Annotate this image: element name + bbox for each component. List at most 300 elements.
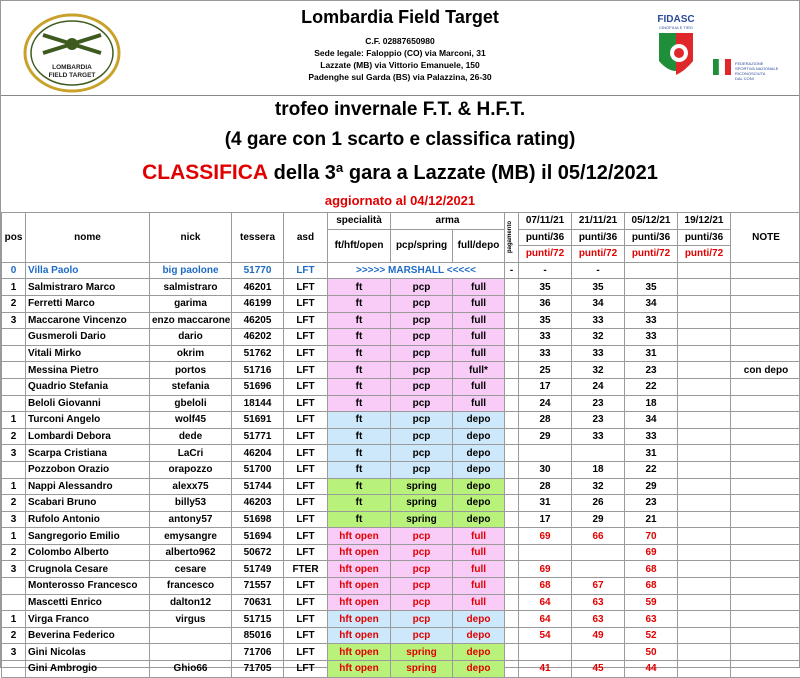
g3-cell (625, 262, 678, 279)
col-pos: pos (2, 213, 26, 263)
arma-cell: pcp (391, 578, 453, 595)
nome-cell: Rufolo Antonio (26, 511, 150, 528)
punti72-3: punti/72 (625, 246, 678, 263)
note-cell (731, 279, 800, 296)
pos-cell: 1 (2, 528, 26, 545)
gara3-cell: 31 (625, 345, 678, 362)
gara1-cell: 64 (519, 611, 572, 628)
pos-cell (2, 461, 26, 478)
gara3-cell: 29 (625, 478, 678, 495)
table-row (2, 528, 800, 545)
col-spec-sub: ft/hft/open (328, 229, 391, 262)
pagamento-cell (505, 395, 519, 412)
pag-cell: - (505, 262, 519, 279)
categoria-cell: depo (453, 461, 505, 478)
col-note: NOTE (731, 213, 800, 263)
pos-cell (2, 378, 26, 395)
gara3-cell: 23 (625, 495, 678, 512)
pos-cell: 2 (2, 544, 26, 561)
asd-cell: LFT (284, 528, 328, 545)
punti72-1: punti/72 (519, 246, 572, 263)
asd-cell: LFT (284, 445, 328, 462)
title-trofeo: trofeo invernale F.T. & H.F.T. (1, 99, 799, 121)
gara1-cell: 64 (519, 594, 572, 611)
note-cell (731, 644, 800, 661)
categoria-cell: full (453, 594, 505, 611)
nome-cell: Monterosso Francesco (26, 578, 150, 595)
pos-cell: 2 (2, 627, 26, 644)
gara2-cell: 32 (572, 362, 625, 379)
gara2-cell: 26 (572, 495, 625, 512)
asd-cell: LFT (284, 378, 328, 395)
table-row (2, 295, 800, 312)
categoria-cell: full (453, 378, 505, 395)
specialita-cell: hft open (328, 611, 391, 628)
arma-cell: pcp (391, 594, 453, 611)
punti36-2: punti/36 (572, 229, 625, 246)
gara1-cell: 30 (519, 461, 572, 478)
punti72-2: punti/72 (572, 246, 625, 263)
ranking-table (1, 212, 800, 678)
italia-coni-logo (713, 57, 799, 87)
gara4-cell (678, 312, 731, 329)
svg-text:CINOFILIA E TIRO: CINOFILIA E TIRO (659, 25, 693, 30)
pagamento-cell (505, 528, 519, 545)
classifica-label: CLASSIFICA (142, 161, 268, 184)
col-asd: asd (284, 213, 328, 263)
tessera-cell: 51744 (232, 478, 284, 495)
pos-cell (2, 594, 26, 611)
tessera-cell: 51749 (232, 561, 284, 578)
gara1-cell (519, 445, 572, 462)
tessera-cell: 51716 (232, 362, 284, 379)
note-cell (731, 461, 800, 478)
pagamento-cell (505, 428, 519, 445)
categoria-cell: depo (453, 644, 505, 661)
specialita-cell: ft (328, 279, 391, 296)
table-row (2, 428, 800, 445)
gara4-cell (678, 578, 731, 595)
gara3-cell: 34 (625, 412, 678, 429)
nick-cell: alberto962 (150, 544, 232, 561)
asd-cell: LFT (284, 495, 328, 512)
nick-cell: gbeloli (150, 395, 232, 412)
specialita-cell: ft (328, 395, 391, 412)
pagamento-cell (505, 312, 519, 329)
pos-cell: 1 (2, 279, 26, 296)
specialita-cell: hft open (328, 544, 391, 561)
table-row (2, 329, 800, 346)
table-row (2, 611, 800, 628)
gara1-cell: 17 (519, 378, 572, 395)
nome-cell: Beloli Giovanni (26, 395, 150, 412)
gara3-cell: 33 (625, 312, 678, 329)
nick-cell: dario (150, 329, 232, 346)
nick-cell: portos (150, 362, 232, 379)
table-row (2, 627, 800, 644)
title-gare: (4 gare con 1 scarto e classifica rating) (1, 129, 799, 151)
gara1-cell: 24 (519, 395, 572, 412)
pos-cell: 3 (2, 644, 26, 661)
gara3-cell: 63 (625, 611, 678, 628)
arma-cell: pcp (391, 544, 453, 561)
nome-cell: Scabari Bruno (26, 495, 150, 512)
note-cell (731, 611, 800, 628)
nick-cell: okrim (150, 345, 232, 362)
table-row (2, 279, 800, 296)
note-cell (731, 378, 800, 395)
specialita-cell: ft (328, 345, 391, 362)
arma-cell: pcp (391, 345, 453, 362)
col-nick: nick (150, 213, 232, 263)
table-row (2, 561, 800, 578)
org-cf: C.F. 02887650980 (1, 35, 799, 47)
gara1-cell: 28 (519, 412, 572, 429)
arma-cell: pcp (391, 528, 453, 545)
nome-cell: Sangregorio Emilio (26, 528, 150, 545)
col-arma-sub1: pcp/spring (391, 229, 453, 262)
gara2-cell: 67 (572, 578, 625, 595)
nick-cell: big paolone (150, 262, 232, 279)
table-row (2, 544, 800, 561)
specialita-cell: hft open (328, 661, 391, 678)
note-cell (731, 544, 800, 561)
pagamento-cell (505, 544, 519, 561)
gara1-cell: 33 (519, 329, 572, 346)
tessera-cell: 18144 (232, 395, 284, 412)
gara2-cell: 33 (572, 312, 625, 329)
gara1-cell: 25 (519, 362, 572, 379)
svg-text:RICONOSCIUTA: RICONOSCIUTA (735, 71, 766, 76)
gara4-cell (678, 279, 731, 296)
asd-cell: LFT (284, 279, 328, 296)
nome-cell: Villa Paolo (26, 262, 150, 279)
gara3-cell: 50 (625, 644, 678, 661)
pos-cell (2, 395, 26, 412)
note-cell (731, 395, 800, 412)
arma-cell: pcp (391, 561, 453, 578)
nome-cell: Beverina Federico (26, 627, 150, 644)
note-cell (731, 412, 800, 429)
note-cell (731, 561, 800, 578)
gara3-cell: 35 (625, 279, 678, 296)
pagamento-cell (505, 611, 519, 628)
gara3-cell: 18 (625, 395, 678, 412)
gara3-cell: 70 (625, 528, 678, 545)
nick-cell: cesare (150, 561, 232, 578)
arma-cell: pcp (391, 395, 453, 412)
gara2-cell (572, 561, 625, 578)
gara4-cell (678, 611, 731, 628)
gara1-cell: 36 (519, 295, 572, 312)
org-sede: Sede legale: Faloppio (CO) via Marconi, 31 (1, 47, 799, 59)
pos-cell (2, 329, 26, 346)
nick-cell (150, 627, 232, 644)
nick-cell: alexx75 (150, 478, 232, 495)
gara2-cell: 33 (572, 428, 625, 445)
table-row (2, 578, 800, 595)
pagamento-cell (505, 578, 519, 595)
tessera-cell: 85016 (232, 627, 284, 644)
tessera-cell: 50672 (232, 544, 284, 561)
tessera-cell: 51696 (232, 378, 284, 395)
arma-cell: pcp (391, 461, 453, 478)
gara2-cell: 24 (572, 378, 625, 395)
pos-cell: 1 (2, 412, 26, 429)
nick-cell: billy53 (150, 495, 232, 512)
nome-cell: Virga Franco (26, 611, 150, 628)
specialita-cell: ft (328, 412, 391, 429)
asd-cell: LFT (284, 461, 328, 478)
gara2-cell: 32 (572, 329, 625, 346)
table-row (2, 594, 800, 611)
gara2-cell: 66 (572, 528, 625, 545)
pagamento-cell (505, 478, 519, 495)
g2-cell: - (572, 262, 625, 279)
gara3-cell: 33 (625, 428, 678, 445)
gara1-cell: 33 (519, 345, 572, 362)
gara2-cell: 63 (572, 594, 625, 611)
note-cell (731, 445, 800, 462)
arma-cell: pcp (391, 329, 453, 346)
note-cell (731, 528, 800, 545)
note-cell (731, 627, 800, 644)
gara3-cell: 31 (625, 445, 678, 462)
pos-cell (2, 345, 26, 362)
gara2-cell: 29 (572, 511, 625, 528)
punti36-1: punti/36 (519, 229, 572, 246)
gara2-cell: 45 (572, 661, 625, 678)
nick-cell: salmistraro (150, 279, 232, 296)
tessera-cell: 51698 (232, 511, 284, 528)
pos-cell: 1 (2, 611, 26, 628)
gara2-cell: 32 (572, 478, 625, 495)
gara4-cell (678, 378, 731, 395)
gara4-cell (678, 412, 731, 429)
gara1-cell: 35 (519, 279, 572, 296)
gara4-cell (678, 544, 731, 561)
nome-cell: Salmistraro Marco (26, 279, 150, 296)
nome-cell: Crugnola Cesare (26, 561, 150, 578)
nome-cell: Quadrio Stefania (26, 378, 150, 395)
svg-text:FIDASC: FIDASC (657, 14, 694, 25)
note-cell (731, 478, 800, 495)
tessera-cell: 70631 (232, 594, 284, 611)
nome-cell: Mascetti Enrico (26, 594, 150, 611)
pos-cell: 3 (2, 312, 26, 329)
gara2-cell: 23 (572, 412, 625, 429)
pos-cell: 3 (2, 511, 26, 528)
col-pagamento: pagamento (505, 213, 519, 263)
arma-cell: pcp (391, 611, 453, 628)
pagamento-cell (505, 661, 519, 678)
nome-cell: Pozzobon Orazio (26, 461, 150, 478)
categoria-cell: full (453, 544, 505, 561)
specialita-cell: hft open (328, 528, 391, 545)
asd-cell: LFT (284, 578, 328, 595)
updated-date: aggiornato al 04/12/2021 (1, 193, 799, 208)
gara4-cell (678, 644, 731, 661)
nome-cell: Scarpa Cristiana (26, 445, 150, 462)
note-cell (731, 495, 800, 512)
arma-cell: pcp (391, 279, 453, 296)
categoria-cell: depo (453, 611, 505, 628)
asd-cell: LFT (284, 594, 328, 611)
asd-cell: LFT (284, 262, 328, 279)
svg-text:DAL CONI: DAL CONI (735, 76, 754, 81)
categoria-cell: depo (453, 511, 505, 528)
asd-cell: LFT (284, 644, 328, 661)
specialita-cell: ft (328, 312, 391, 329)
col-tessera: tessera (232, 213, 284, 263)
pos-cell: 1 (2, 478, 26, 495)
gara2-cell (572, 544, 625, 561)
gara2-cell (572, 644, 625, 661)
categoria-cell: full (453, 312, 505, 329)
categoria-cell: depo (453, 412, 505, 429)
asd-cell: LFT (284, 428, 328, 445)
specialita-cell: ft (328, 495, 391, 512)
nome-cell: Turconi Angelo (26, 412, 150, 429)
gara3-cell: 44 (625, 661, 678, 678)
header-divider (1, 95, 799, 96)
gara1-cell: 35 (519, 312, 572, 329)
nick-cell: virgus (150, 611, 232, 628)
classifica-gara: della 3ª gara a Lazzate (MB) il 05/12/2021 (268, 162, 658, 184)
gara2-cell: 23 (572, 395, 625, 412)
gara4-cell (678, 478, 731, 495)
asd-cell: LFT (284, 412, 328, 429)
gara4-cell (678, 395, 731, 412)
note-cell (731, 329, 800, 346)
pagamento-cell (505, 461, 519, 478)
tessera-cell: 71557 (232, 578, 284, 595)
nick-cell: enzo maccarone (150, 312, 232, 329)
categoria-cell: full (453, 329, 505, 346)
asd-cell: LFT (284, 478, 328, 495)
svg-text:SPORTIVA NAZIONALE: SPORTIVA NAZIONALE (735, 66, 779, 71)
tessera-cell: 71705 (232, 661, 284, 678)
arma-cell: spring (391, 644, 453, 661)
asd-cell: LFT (284, 329, 328, 346)
arma-cell: pcp (391, 378, 453, 395)
categoria-cell: full (453, 578, 505, 595)
col-nome: nome (26, 213, 150, 263)
pagamento-cell (505, 345, 519, 362)
nome-cell: Colombo Alberto (26, 544, 150, 561)
pagamento-cell (505, 295, 519, 312)
asd-cell: LFT (284, 312, 328, 329)
gara1-cell: 28 (519, 478, 572, 495)
nick-cell: LaCri (150, 445, 232, 462)
col-date-2: 21/11/21 (572, 213, 625, 230)
table-row (2, 511, 800, 528)
gara3-cell: 69 (625, 544, 678, 561)
gara1-cell: 41 (519, 661, 572, 678)
nick-cell (150, 644, 232, 661)
gara2-cell: 18 (572, 461, 625, 478)
asd-cell: LFT (284, 627, 328, 644)
nick-cell: stefania (150, 378, 232, 395)
gara3-cell: 52 (625, 627, 678, 644)
gara4-cell (678, 445, 731, 462)
gara4-cell (678, 495, 731, 512)
svg-text:FEDERAZIONE: FEDERAZIONE (735, 61, 764, 66)
nick-cell: dede (150, 428, 232, 445)
specialita-cell: ft (328, 378, 391, 395)
nome-cell: Ferretti Marco (26, 295, 150, 312)
tessera-cell: 46205 (232, 312, 284, 329)
note-cell: con depo (731, 362, 800, 379)
col-arma: arma (391, 213, 505, 230)
nick-cell: francesco (150, 578, 232, 595)
specialita-cell: hft open (328, 594, 391, 611)
pagamento-cell (505, 594, 519, 611)
pagamento-cell (505, 378, 519, 395)
svg-text:LOMBARDIA: LOMBARDIA (52, 64, 92, 71)
tessera-cell: 51771 (232, 428, 284, 445)
punti36-3: punti/36 (625, 229, 678, 246)
arma-cell: spring (391, 495, 453, 512)
categoria-cell: depo (453, 495, 505, 512)
note-cell (731, 578, 800, 595)
asd-cell: LFT (284, 345, 328, 362)
gara2-cell: 33 (572, 345, 625, 362)
tessera-cell: 51770 (232, 262, 284, 279)
categoria-cell: full (453, 561, 505, 578)
nome-cell: Gusmeroli Dario (26, 329, 150, 346)
gara4-cell (678, 511, 731, 528)
categoria-cell: full (453, 528, 505, 545)
pos-cell: 2 (2, 495, 26, 512)
table-row (2, 445, 800, 462)
note-cell (731, 428, 800, 445)
arma-cell: spring (391, 478, 453, 495)
nick-cell: Ghio66 (150, 661, 232, 678)
pos-cell: 3 (2, 561, 26, 578)
tessera-cell: 51762 (232, 345, 284, 362)
asd-cell: LFT (284, 295, 328, 312)
specialita-cell: ft (328, 428, 391, 445)
categoria-cell: depo (453, 661, 505, 678)
gara1-cell: 68 (519, 578, 572, 595)
gara4-cell (678, 362, 731, 379)
asd-cell: LFT (284, 611, 328, 628)
nome-cell: Messina Pietro (26, 362, 150, 379)
tessera-cell: 46203 (232, 495, 284, 512)
table-row (2, 362, 800, 379)
gara4-cell (678, 561, 731, 578)
note-cell (731, 295, 800, 312)
tessera-cell: 46204 (232, 445, 284, 462)
gara4-cell (678, 295, 731, 312)
specialita-cell: ft (328, 461, 391, 478)
specialita-cell: ft (328, 445, 391, 462)
org-padenghe: Padenghe sul Garda (BS) via Palazzina, 26-30 (1, 71, 799, 83)
pagamento-cell (505, 445, 519, 462)
title-classifica (1, 161, 799, 185)
asd-cell: LFT (284, 395, 328, 412)
table-row (2, 644, 800, 661)
note-cell (731, 594, 800, 611)
marshall-row (2, 262, 800, 279)
asd-cell: FTER (284, 561, 328, 578)
gara4-cell (678, 627, 731, 644)
asd-cell: LFT (284, 544, 328, 561)
tessera-cell: 46199 (232, 295, 284, 312)
pagamento-cell (505, 329, 519, 346)
nome-cell: Vitali Mirko (26, 345, 150, 362)
